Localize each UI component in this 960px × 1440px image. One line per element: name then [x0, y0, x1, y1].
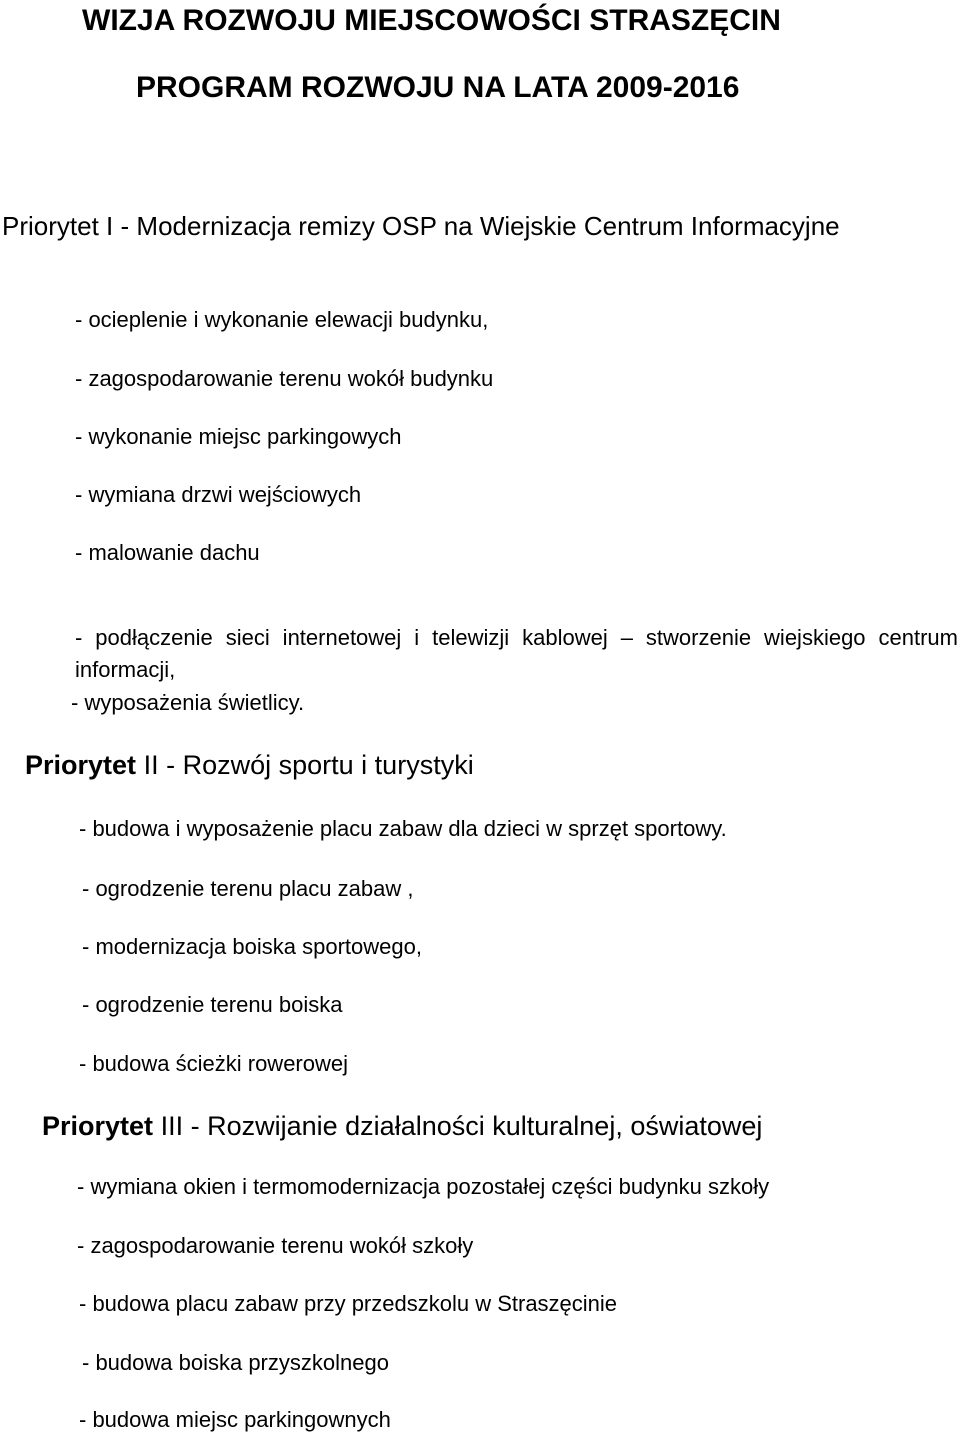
list-item: - budowa boiska przyszkolnego: [82, 1350, 389, 1375]
priority-3-heading: [42, 1113, 762, 1140]
priority-2-number: II: [143, 750, 159, 780]
list-item: - zagospodarowanie terenu wokół szkoły: [77, 1233, 474, 1258]
list-item: - ogrodzenie terenu placu zabaw ,: [82, 876, 414, 901]
list-item: - budowa miejsc parkingownych: [79, 1407, 391, 1432]
priority-3-number: III: [160, 1111, 184, 1141]
list-item: - modernizacja boiska sportowego,: [82, 934, 422, 959]
list-item: - malowanie dachu: [75, 540, 260, 565]
list-item: - wymiana drzwi wejściowych: [75, 482, 362, 507]
priority-2-title: Rozwój sportu i turystyki: [182, 750, 474, 780]
list-item: - wymiana okien i termomodernizacja pozostałej części budynku szkoły: [77, 1174, 770, 1199]
priority-2-heading: [25, 752, 474, 779]
document-title: WIZJA ROZWOJU MIEJSCOWOŚCI STRASZĘCIN: [82, 4, 781, 37]
priority-2-label: Priorytet: [25, 750, 137, 780]
priority-1-label: Priorytet: [2, 211, 99, 241]
list-item: - budowa placu zabaw przy przedszkolu w Straszęcinie: [79, 1291, 618, 1316]
document-subtitle: PROGRAM ROZWOJU NA LATA 2009-2016: [136, 71, 740, 104]
priority-3-separator: -: [190, 1111, 200, 1141]
priority-2-separator: -: [166, 750, 176, 780]
list-item: - wyposażenia świetlicy.: [71, 690, 305, 715]
list-item: - budowa ścieżki rowerowej: [79, 1051, 348, 1076]
priority-1-separator: -: [120, 211, 130, 241]
list-item: - zagospodarowanie terenu wokół budynku: [75, 366, 494, 391]
list-item: - podłączenie sieci internetowej i telewizji kablowej – stworzenie wiejskiego centrum informacji,: [75, 625, 958, 682]
priority-1-number: I: [106, 211, 114, 241]
list-item: - budowa i wyposażenie placu zabaw dla dzieci w sprzęt sportowy.: [79, 816, 727, 841]
list-item: - ocieplenie i wykonanie elewacji budynku,: [75, 307, 489, 332]
list-item: - wykonanie miejsc parkingowych: [75, 424, 402, 449]
priority-3-title: Rozwijanie działalności kulturalnej, oświatowej: [207, 1111, 763, 1141]
priority-1-title: Modernizacja remizy OSP na Wiejskie Centrum Informacyjne: [136, 211, 840, 241]
priority-1-heading: [2, 209, 958, 243]
list-item: - ogrodzenie terenu boiska: [82, 992, 343, 1017]
priority-3-label: Priorytet: [42, 1111, 154, 1141]
